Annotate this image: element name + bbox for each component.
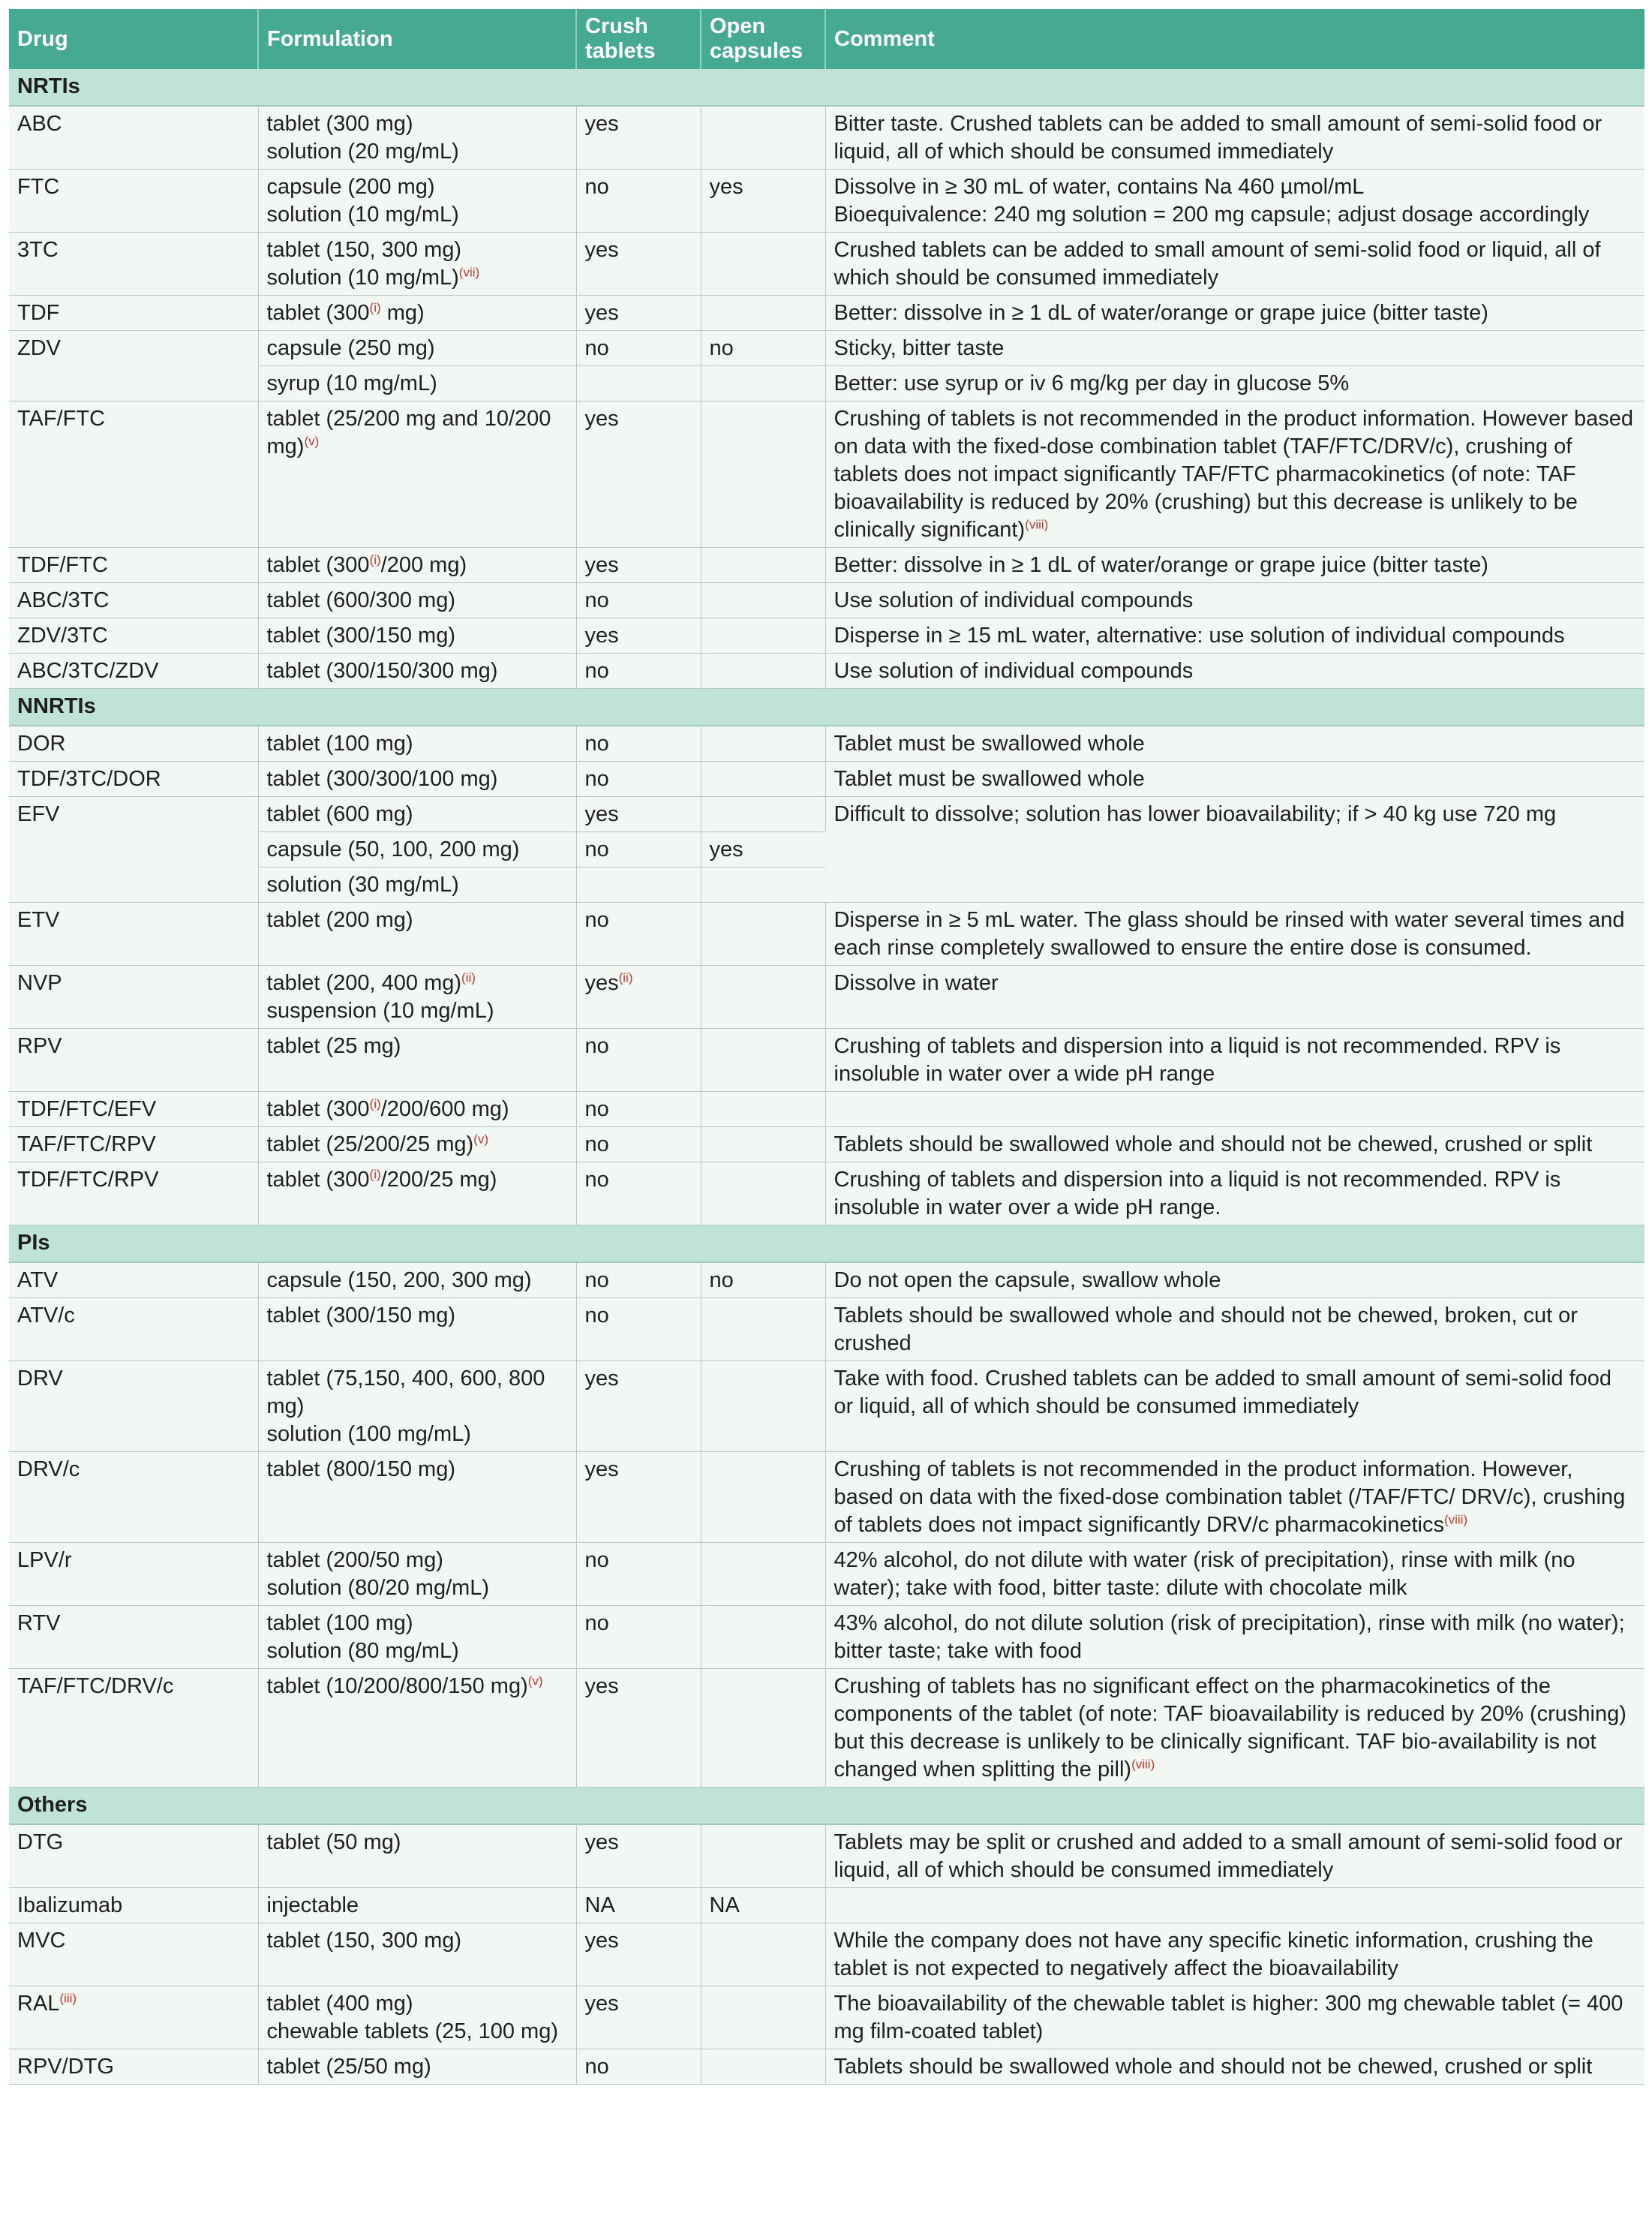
cell-open-capsules <box>701 1162 825 1225</box>
cell-comment: Take with food. Crushed tablets can be added to small amount of semi-solid food or liquid, all of which should be consumed immediately <box>825 1361 1644 1452</box>
cell-line: tablet (25/200/25 mg)$^{(v)}$ <box>266 1132 488 1156</box>
cell-comment <box>825 1092 1644 1127</box>
cell-open-capsules <box>701 1092 825 1127</box>
table-row <box>9 1669 1644 1788</box>
cell-comment: Tablets should be swallowed whole and should not be chewed, broken, cut or crushed <box>825 1298 1644 1361</box>
footnote-marker: (ii) <box>461 970 476 985</box>
table-row <box>9 296 1644 331</box>
footnote-marker: (viii) <box>1131 1757 1155 1772</box>
cell-crush-tablets: no <box>576 170 701 233</box>
cell-crush-tablets: no <box>576 1029 701 1092</box>
cell-crush-tablets <box>576 867 701 903</box>
cell-crush-tablets: no <box>576 654 701 689</box>
table-row <box>9 1298 1644 1361</box>
cell-line: solution (80 mg/mL) <box>266 1639 459 1663</box>
section-row <box>9 689 1644 726</box>
header-open-capsules: Open capsules <box>701 9 825 69</box>
cell-open-capsules <box>701 1923 825 1986</box>
cell-comment: While the company does not have any specific kinetic information, crushing the tablet is not expected to negatively affect the bioavailability <box>825 1923 1644 1986</box>
cell-comment: Better: dissolve in ≥ 1 dL of water/orange or grape juice (bitter taste) <box>825 296 1644 331</box>
cell-comment: Sticky, bitter taste <box>825 331 1644 366</box>
cell-crush-tablets: yes <box>576 296 701 331</box>
cell-line: tablet (400 mg) <box>266 1992 413 2016</box>
cell-line: solution (30 mg/mL) <box>266 873 459 897</box>
cell-comment: Tablets should be swallowed whole and should not be chewed, crushed or split <box>825 2049 1644 2085</box>
cell-formulation <box>258 1162 576 1225</box>
footnote-marker: (v) <box>527 1673 543 1688</box>
header-row <box>9 9 1644 69</box>
cell-formulation <box>258 1298 576 1361</box>
cell-drug: EFV <box>9 797 258 903</box>
cell-drug: MVC <box>9 1923 258 1986</box>
cell-drug: TDF/FTC/RPV <box>9 1162 258 1225</box>
cell-comment: The bioavailability of the chewable tablet is higher: 300 mg chewable tablet (= 400 mg film-coated tablet) <box>825 1986 1644 2049</box>
cell-crush-tablets: yes <box>576 1361 701 1452</box>
cell-comment: Disperse in ≥ 15 mL water, alternative: use solution of individual compounds <box>825 618 1644 654</box>
cell-drug: ABC <box>9 106 258 170</box>
cell-formulation <box>258 401 576 548</box>
cell-crush-tablets: no <box>576 1262 701 1298</box>
cell-drug: ATV/c <box>9 1298 258 1361</box>
cell-line: solution (10 mg/mL)$^{(vii)}$ <box>266 265 480 290</box>
cell-formulation <box>258 1888 576 1923</box>
cell-formulation <box>258 233 576 296</box>
cell-line: capsule (50, 100, 200 mg) <box>266 837 520 861</box>
section-row <box>9 1788 1644 1825</box>
cell-comment: Tablets may be split or crushed and added to a small amount of semi-solid food or liquid, all of which should be consumed immediately <box>825 1824 1644 1888</box>
cell-crush-tablets: no <box>576 1543 701 1606</box>
cell-formulation <box>258 106 576 170</box>
cell-drug: DRV/c <box>9 1452 258 1543</box>
cell-line: solution (10 mg/mL) <box>266 203 459 227</box>
cell-drug: TAF/FTC/DRV/c <box>9 1669 258 1788</box>
cell-drug: DTG <box>9 1824 258 1888</box>
cell-formulation <box>258 548 576 583</box>
table-row <box>9 1452 1644 1543</box>
table-row <box>9 1162 1644 1225</box>
table-row <box>9 1986 1644 2049</box>
cell-formulation <box>258 797 576 832</box>
cell-crush-tablets: no <box>576 1092 701 1127</box>
cell-formulation <box>258 1824 576 1888</box>
cell-line: suspension (10 mg/mL) <box>266 999 494 1023</box>
cell-open-capsules <box>701 401 825 548</box>
cell-comment: Crushing of tablets is not recommended in the product information. However based on data with the fixed-dose combination tablet (TAF/FTC/DRV/c), crushing of tablets does not impact significantly TAF/FTC pharmacokinetics (of note: TAF bioavailability is reduced by 20% (crushing) but this decrease is unlikely to be clinically significant)$^{(viii)}$ <box>825 401 1644 548</box>
cell-line: tablet (300/150 mg) <box>266 1303 455 1327</box>
cell-drug: TDF/3TC/DOR <box>9 762 258 797</box>
cell-open-capsules <box>701 1452 825 1543</box>
cell-formulation <box>258 726 576 762</box>
cell-line: injectable <box>266 1893 359 1917</box>
table-row <box>9 1361 1644 1452</box>
header-crush-tablets: Crush tablets <box>576 9 701 69</box>
footnote-marker: (v) <box>473 1132 488 1147</box>
cell-drug: LPV/r <box>9 1543 258 1606</box>
cell-open-capsules <box>701 966 825 1029</box>
cell-crush-tablets: no <box>576 903 701 966</box>
table-row <box>9 106 1644 170</box>
footnote-marker: (vii) <box>458 265 480 280</box>
cell-comment: Bitter taste. Crushed tablets can be added to small amount of semi-solid food or liquid, all of which should be consumed immediately <box>825 106 1644 170</box>
cell-line: tablet (300$^{(i)}$ mg) <box>266 300 425 325</box>
cell-line: tablet (300/150/300 mg) <box>266 659 498 683</box>
footnote-marker: (i) <box>369 1167 381 1182</box>
header-drug: Drug <box>9 9 258 69</box>
cell-line: syrup (10 mg/mL) <box>266 371 437 395</box>
cell-line: tablet (300$^{(i)}$/200/600 mg) <box>266 1096 509 1121</box>
cell-comment: 42% alcohol, do not dilute with water (risk of precipitation), rinse with milk (no water); take with food, bitter taste: dilute with chocolate milk <box>825 1543 1644 1606</box>
cell-open-capsules <box>701 726 825 762</box>
cell-drug: ATV <box>9 1262 258 1298</box>
cell-drug: ABC/3TC/ZDV <box>9 654 258 689</box>
cell-comment: Disperse in ≥ 5 mL water. The glass should be rinsed with water several times and each rinse completely swallowed to ensure the entire dose is consumed. <box>825 903 1644 966</box>
cell-crush-tablets: no <box>576 832 701 867</box>
cell-drug: TAF/FTC/RPV <box>9 1127 258 1162</box>
cell-drug: Ibalizumab <box>9 1888 258 1923</box>
cell-open-capsules <box>701 1029 825 1092</box>
cell-crush-tablets: yes <box>576 797 701 832</box>
cell-crush-tablets: yes <box>576 1923 701 1986</box>
cell-open-capsules: no <box>701 331 825 366</box>
cell-open-capsules <box>701 2049 825 2085</box>
cell-crush-tablets: no <box>576 1606 701 1669</box>
cell-comment: Crushed tablets can be added to small amount of semi-solid food or liquid, all of which should be consumed immediately <box>825 233 1644 296</box>
cell-line: tablet (300/150 mg) <box>266 624 455 648</box>
section-row <box>9 69 1644 106</box>
cell-formulation <box>258 654 576 689</box>
cell-line: tablet (600/300 mg) <box>266 588 455 612</box>
cell-crush-tablets: no <box>576 726 701 762</box>
cell-line: solution (100 mg/mL) <box>266 1422 471 1446</box>
cell-formulation <box>258 867 576 903</box>
cell-line: capsule (200 mg) <box>266 175 435 199</box>
cell-line: capsule (250 mg) <box>266 336 435 360</box>
cell-comment: Crushing of tablets has no significant effect on the pharmacokinetics of the components of the tablet (of note: TAF bioavailability is reduced by 20% (crushing) but this decrease is unlikely to be clinically significant. TAF bio-availability is not changed when splitting the pill)$^{(viii)}$ <box>825 1669 1644 1788</box>
cell-drug: RTV <box>9 1606 258 1669</box>
cell-drug: DRV <box>9 1361 258 1452</box>
cell-open-capsules: yes <box>701 170 825 233</box>
cell-comment: Better: use syrup or iv 6 mg/kg per day in glucose 5% <box>825 366 1644 401</box>
table-row <box>9 654 1644 689</box>
table-body <box>9 69 1644 2085</box>
cell-line: tablet (150, 300 mg) <box>266 238 462 262</box>
cell-open-capsules <box>701 618 825 654</box>
cell-open-capsules: NA <box>701 1888 825 1923</box>
cell-open-capsules <box>701 1127 825 1162</box>
cell-open-capsules <box>701 1986 825 2049</box>
cell-formulation <box>258 1986 576 2049</box>
cell-crush-tablets: yes <box>576 1986 701 2049</box>
cell-drug: TDF/FTC/EFV <box>9 1092 258 1127</box>
cell-drug: RAL$^{(iii)}$ <box>9 1986 258 2049</box>
cell-drug: RPV/DTG <box>9 2049 258 2085</box>
cell-line: chewable tablets (25, 100 mg) <box>266 2019 558 2043</box>
cell-formulation <box>258 1923 576 1986</box>
section-title: Others <box>9 1788 1644 1825</box>
cell-line: tablet (300$^{(i)}$/200/25 mg) <box>266 1167 497 1192</box>
cell-line: tablet (10/200/800/150 mg)$^{(v)}$ <box>266 1673 543 1698</box>
cell-open-capsules: yes <box>701 832 825 867</box>
cell-comment: Crushing of tablets and dispersion into a liquid is not recommended. RPV is insoluble in water over a wide pH range <box>825 1029 1644 1092</box>
cell-line: tablet (800/150 mg) <box>266 1457 455 1481</box>
footnote-marker: (i) <box>369 1096 381 1111</box>
cell-formulation <box>258 170 576 233</box>
cell-crush-tablets: NA <box>576 1888 701 1923</box>
footnote-marker: (i) <box>369 300 381 315</box>
cell-drug: RPV <box>9 1029 258 1092</box>
cell-open-capsules <box>701 296 825 331</box>
cell-line: tablet (100 mg) <box>266 732 413 756</box>
cell-crush-tablets: no <box>576 762 701 797</box>
table-row <box>9 2049 1644 2085</box>
cell-drug: FTC <box>9 170 258 233</box>
cell-line: capsule (150, 200, 300 mg) <box>266 1268 532 1292</box>
table-row <box>9 1606 1644 1669</box>
table-row <box>9 1029 1644 1092</box>
cell-line: Dissolve in ≥ 30 mL of water, contains Na 460 µmol/mL <box>834 175 1365 199</box>
cell-comment <box>825 1888 1644 1923</box>
cell-formulation <box>258 762 576 797</box>
cell-open-capsules <box>701 1606 825 1669</box>
cell-open-capsules: no <box>701 1262 825 1298</box>
table-row <box>9 966 1644 1029</box>
section-title: NNRTIs <box>9 689 1644 726</box>
table-row <box>9 1824 1644 1888</box>
cell-formulation <box>258 1092 576 1127</box>
cell-line: tablet (25/50 mg) <box>266 2055 431 2079</box>
cell-formulation <box>258 1361 576 1452</box>
cell-crush-tablets: no <box>576 1127 701 1162</box>
cell-comment: Difficult to dissolve; solution has lower bioavailability; if > 40 kg use 720 mg <box>825 797 1644 903</box>
cell-drug: 3TC <box>9 233 258 296</box>
cell-comment: Do not open the capsule, swallow whole <box>825 1262 1644 1298</box>
cell-open-capsules <box>701 654 825 689</box>
table-row <box>9 401 1644 548</box>
cell-comment: Use solution of individual compounds <box>825 654 1644 689</box>
cell-drug: ZDV <box>9 331 258 401</box>
cell-line: tablet (200, 400 mg)$^{(ii)}$ <box>266 970 476 995</box>
cell-crush-tablets <box>576 366 701 401</box>
section-row <box>9 1225 1644 1263</box>
cell-drug: ABC/3TC <box>9 583 258 618</box>
cell-open-capsules <box>701 867 825 903</box>
cell-formulation <box>258 1452 576 1543</box>
table-row <box>9 331 1644 366</box>
cell-comment: Tablets should be swallowed whole and should not be chewed, crushed or split <box>825 1127 1644 1162</box>
cell-crush-tablets: no <box>576 1298 701 1361</box>
cell-formulation <box>258 1669 576 1788</box>
table-row <box>9 1262 1644 1298</box>
cell-formulation <box>258 331 576 366</box>
cell-formulation <box>258 1606 576 1669</box>
footnote-marker: (viii) <box>1443 1512 1468 1527</box>
cell-formulation <box>258 366 576 401</box>
cell-open-capsules <box>701 797 825 832</box>
cell-crush-tablets: yes$^{(ii)}$ <box>576 966 701 1029</box>
cell-formulation <box>258 583 576 618</box>
table-row <box>9 1092 1644 1127</box>
cell-line: tablet (200 mg) <box>266 908 413 932</box>
cell-comment <box>825 170 1644 233</box>
cell-open-capsules <box>701 1824 825 1888</box>
cell-formulation <box>258 1262 576 1298</box>
cell-line: Bioequivalence: 240 mg solution = 200 mg capsule; adjust dosage accordingly <box>834 203 1590 227</box>
cell-comment: Dissolve in water <box>825 966 1644 1029</box>
cell-line: tablet (25/200 mg and 10/200 mg)$^{(v)}$ <box>266 407 551 459</box>
cell-drug: TAF/FTC <box>9 401 258 548</box>
cell-drug: ETV <box>9 903 258 966</box>
cell-crush-tablets: yes <box>576 548 701 583</box>
cell-drug: NVP <box>9 966 258 1029</box>
cell-crush-tablets: no <box>576 1162 701 1225</box>
cell-line: tablet (600 mg) <box>266 802 413 826</box>
table-row <box>9 903 1644 966</box>
cell-crush-tablets: yes <box>576 1452 701 1543</box>
cell-formulation <box>258 1029 576 1092</box>
cell-crush-tablets: no <box>576 2049 701 2085</box>
drug-formulation-table <box>9 9 1644 2085</box>
cell-formulation <box>258 1127 576 1162</box>
table-row <box>9 583 1644 618</box>
footnote-marker: (v) <box>304 434 320 449</box>
cell-open-capsules <box>701 366 825 401</box>
cell-formulation <box>258 1543 576 1606</box>
table-row <box>9 548 1644 583</box>
cell-comment: Better: dissolve in ≥ 1 dL of water/orange or grape juice (bitter taste) <box>825 548 1644 583</box>
table-row <box>9 618 1644 654</box>
cell-line: tablet (25 mg) <box>266 1034 401 1058</box>
cell-line: tablet (150, 300 mg) <box>266 1929 462 1953</box>
cell-formulation <box>258 832 576 867</box>
footnote-marker: (viii) <box>1025 517 1049 532</box>
table-row <box>9 170 1644 233</box>
cell-comment: Tablet must be swallowed whole <box>825 762 1644 797</box>
cell-formulation <box>258 966 576 1029</box>
cell-line: tablet (50 mg) <box>266 1830 401 1854</box>
cell-line: tablet (75,150, 400, 600, 800 mg) <box>266 1367 545 1418</box>
cell-formulation <box>258 2049 576 2085</box>
table-row <box>9 726 1644 762</box>
table-row <box>9 233 1644 296</box>
cell-open-capsules <box>701 1361 825 1452</box>
cell-crush-tablets: yes <box>576 618 701 654</box>
cell-open-capsules <box>701 548 825 583</box>
cell-comment: Use solution of individual compounds <box>825 583 1644 618</box>
cell-drug: TDF/FTC <box>9 548 258 583</box>
cell-line: tablet (100 mg) <box>266 1611 413 1635</box>
cell-formulation <box>258 296 576 331</box>
cell-drug: TDF <box>9 296 258 331</box>
cell-crush-tablets: yes <box>576 1669 701 1788</box>
table-row <box>9 797 1644 832</box>
table-row <box>9 1888 1644 1923</box>
footnote-marker: (i) <box>369 552 381 567</box>
footnote-marker: (ii) <box>618 970 633 985</box>
cell-crush-tablets: no <box>576 331 701 366</box>
cell-line: tablet (300$^{(i)}$/200 mg) <box>266 552 467 577</box>
cell-line: tablet (200/50 mg) <box>266 1548 443 1572</box>
cell-open-capsules <box>701 1298 825 1361</box>
cell-open-capsules <box>701 1543 825 1606</box>
cell-formulation <box>258 618 576 654</box>
header-comment: Comment <box>825 9 1644 69</box>
cell-comment: Crushing of tablets is not recommended in the product information. However, based on data with the fixed-dose combination tablet (/TAF/FTC/ DRV/c), crushing of tablets does not impact significantly DRV/c pharmacokinetics$^{(viii)}$ <box>825 1452 1644 1543</box>
cell-open-capsules <box>701 233 825 296</box>
section-title: PIs <box>9 1225 1644 1263</box>
cell-line: tablet (300/300/100 mg) <box>266 767 498 791</box>
cell-line: solution (80/20 mg/mL) <box>266 1576 490 1600</box>
table-row <box>9 1543 1644 1606</box>
table-row <box>9 762 1644 797</box>
cell-formulation <box>258 903 576 966</box>
section-title: NRTIs <box>9 69 1644 106</box>
cell-open-capsules <box>701 106 825 170</box>
cell-crush-tablets: yes <box>576 401 701 548</box>
cell-drug: DOR <box>9 726 258 762</box>
cell-comment: Crushing of tablets and dispersion into a liquid is not recommended. RPV is insoluble in water over a wide pH range. <box>825 1162 1644 1225</box>
header-formulation: Formulation <box>258 9 576 69</box>
cell-open-capsules <box>701 762 825 797</box>
cell-comment: 43% alcohol, do not dilute solution (risk of precipitation), rinse with milk (no water); bitter taste; take with food <box>825 1606 1644 1669</box>
cell-crush-tablets: yes <box>576 106 701 170</box>
table-row <box>9 1127 1644 1162</box>
cell-open-capsules <box>701 1669 825 1788</box>
table-row <box>9 1923 1644 1986</box>
cell-open-capsules <box>701 903 825 966</box>
cell-crush-tablets: no <box>576 583 701 618</box>
cell-open-capsules <box>701 583 825 618</box>
cell-comment: Tablet must be swallowed whole <box>825 726 1644 762</box>
cell-crush-tablets: yes <box>576 233 701 296</box>
cell-line: tablet (300 mg) <box>266 112 413 136</box>
cell-crush-tablets: yes <box>576 1824 701 1888</box>
cell-line: solution (20 mg/mL) <box>266 140 459 164</box>
footnote-marker: (iii) <box>59 1991 77 2006</box>
cell-drug: ZDV/3TC <box>9 618 258 654</box>
